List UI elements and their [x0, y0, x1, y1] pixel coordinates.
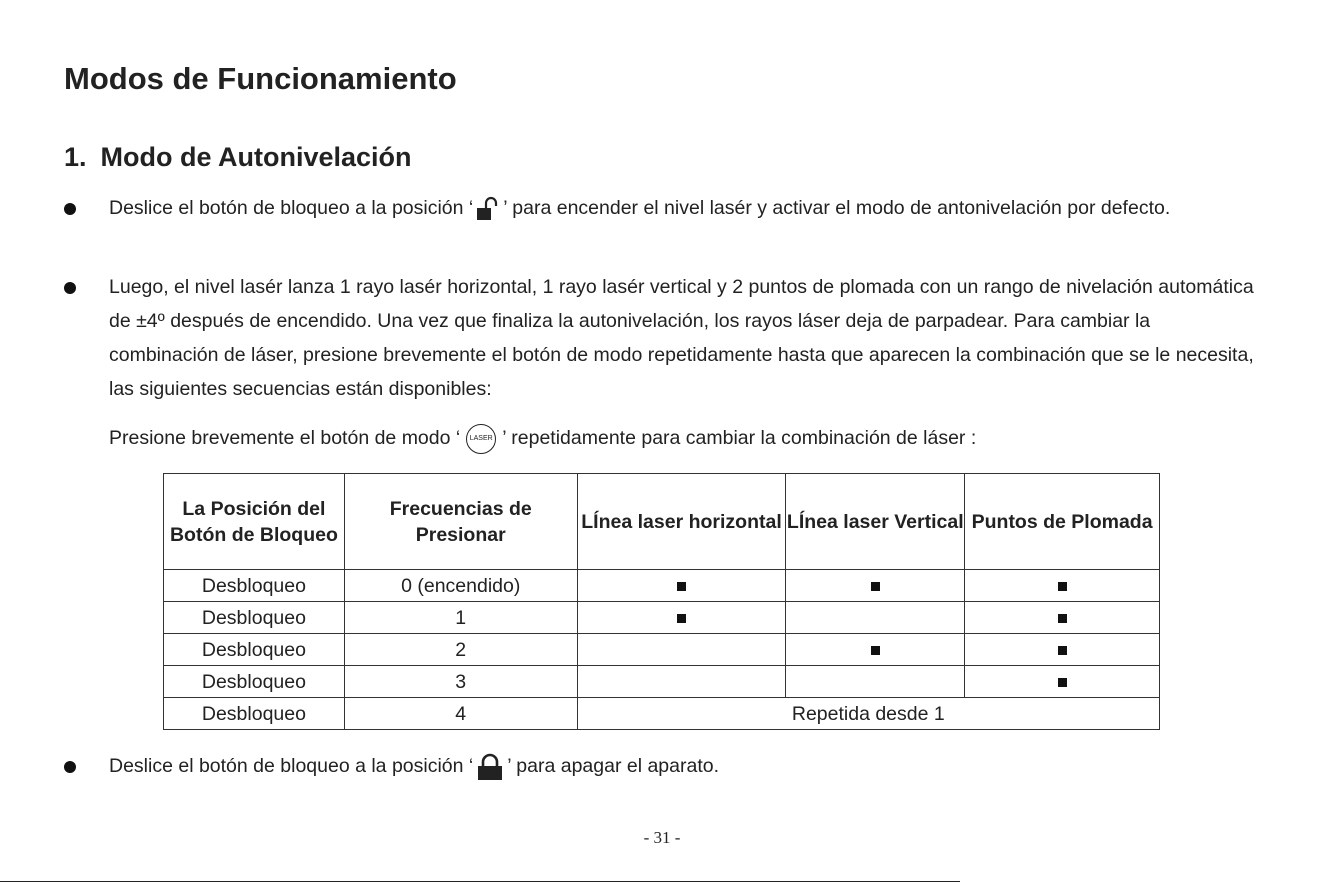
page-title: Modos de Funcionamiento	[64, 61, 457, 96]
cell-press-count: 4	[344, 698, 577, 730]
header-press-count: Frecuencias de Presionar	[344, 474, 577, 570]
filled-square-icon	[1058, 646, 1067, 655]
filled-square-icon	[1058, 582, 1067, 591]
section-number: 1.	[64, 142, 87, 172]
unlock-icon	[477, 196, 499, 222]
table-header-row	[164, 474, 1160, 570]
filled-square-icon	[677, 582, 686, 591]
filled-square-icon	[871, 646, 880, 655]
lock-icon	[477, 753, 503, 781]
bullet-dot	[64, 203, 76, 215]
filled-square-icon	[677, 614, 686, 623]
cell-press-count: 1	[344, 602, 577, 634]
cell-lock-position: Desbloqueo	[164, 666, 345, 698]
bullet-power-off	[64, 749, 1264, 783]
section-heading	[64, 143, 412, 173]
laser-button-icon: LASER	[466, 424, 496, 454]
page-number: - 31 -	[643, 828, 681, 847]
cell-plumb	[965, 570, 1160, 602]
cell-lock-position: Desbloqueo	[164, 634, 345, 666]
filled-square-icon	[1058, 678, 1067, 687]
cell-horizontal	[577, 666, 786, 698]
header-vertical-line: LÍnea laser Vertical	[786, 474, 965, 570]
cell-lock-position: Desbloqueo	[164, 602, 345, 634]
cell-plumb	[965, 634, 1160, 666]
bullet-text: Deslice el botón de bloqueo a la posición ‘ ’ para encender el nivel lasér y activar el modo de antonivelación por defecto.	[109, 191, 1264, 225]
cell-horizontal	[577, 634, 786, 666]
filled-square-icon	[1058, 614, 1067, 623]
laser-modes-table	[163, 473, 1160, 730]
cell-plumb	[965, 602, 1160, 634]
cell-lock-position: Desbloqueo	[164, 570, 345, 602]
bullet-power-on	[64, 191, 1264, 225]
cell-vertical	[786, 570, 965, 602]
table-row	[164, 570, 1160, 602]
filled-square-icon	[871, 582, 880, 591]
table-row	[164, 634, 1160, 666]
section-title: Modo de Autonivelación	[100, 142, 412, 172]
table-row	[164, 698, 1160, 730]
bullet-text: Deslice el botón de bloqueo a la posición ‘ ’ para apagar el aparato.	[109, 749, 1264, 783]
cell-horizontal	[577, 570, 786, 602]
cell-repeat-note: Repetida desde 1	[577, 698, 1159, 730]
header-plumb-points: Puntos de Plomada	[965, 474, 1160, 570]
bullet-text: Luego, el nivel lasér lanza 1 rayo lasér horizontal, 1 rayo lasér vertical y 2 puntos de plomada con un rango de nivelación automática de ±4º después de encendido. Una vez que finaliza la autonivelación, los rayos láser deja de parpadear. Para cambiar la combinación de láser, presione brevemente el botón de modo repetidamente hasta que aparecen la combinación que se le necesita, las siguientes secuencias están disponibles:	[109, 276, 1254, 400]
bullet-dot	[64, 761, 76, 773]
mode-instruction: Presione brevemente el botón de modo ‘ LASER ’ repetidamente para cambiar la combinación de láser :	[109, 421, 976, 455]
cell-horizontal	[577, 602, 786, 634]
cell-lock-position: Desbloqueo	[164, 698, 345, 730]
cell-vertical	[786, 666, 965, 698]
cell-press-count: 2	[344, 634, 577, 666]
header-horizontal-line: LÍnea laser horizontal	[577, 474, 786, 570]
table-row	[164, 602, 1160, 634]
table-row	[164, 666, 1160, 698]
cell-press-count: 0 (encendido)	[344, 570, 577, 602]
header-lock-position: La Posición del Botón de Bloqueo	[164, 474, 345, 570]
footer-rule	[0, 881, 960, 882]
bullet-dot	[64, 282, 76, 294]
bullet-laser-description	[64, 270, 1264, 406]
cell-vertical	[786, 634, 965, 666]
cell-plumb	[965, 666, 1160, 698]
cell-press-count: 3	[344, 666, 577, 698]
cell-vertical	[786, 602, 965, 634]
